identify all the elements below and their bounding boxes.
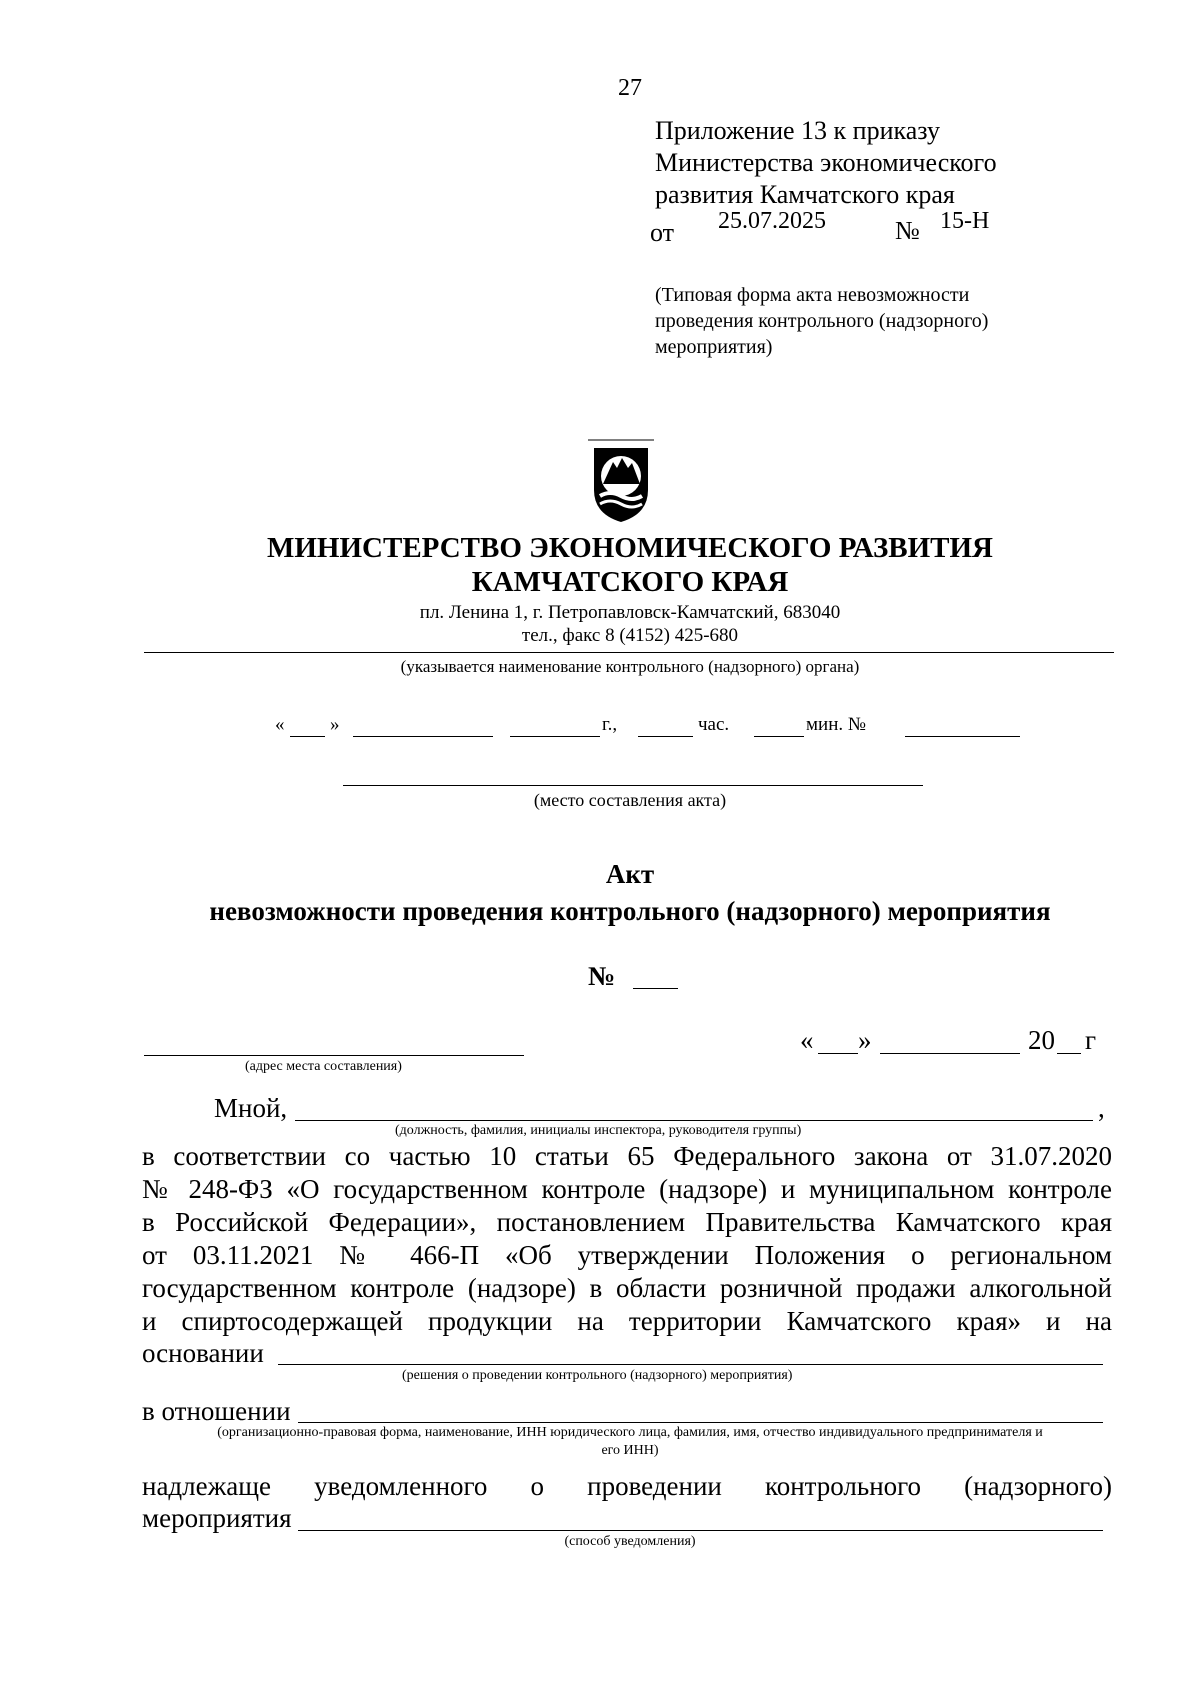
typical-form-line-3: мероприятия) bbox=[655, 336, 773, 358]
date2-month-blank bbox=[880, 1053, 1020, 1054]
day-quote-close: » bbox=[330, 714, 340, 735]
act-number-blank-2 bbox=[633, 988, 678, 989]
act-number-blank bbox=[905, 736, 1020, 737]
body-line-1: в соответствии со частью 10 статьи 65 Федерального закона от 31.07.2020 bbox=[142, 1141, 1112, 1171]
date2-year-suffix: г bbox=[1085, 1025, 1097, 1055]
inspector-blank bbox=[295, 1120, 1093, 1121]
date2-quote-open: « bbox=[800, 1025, 814, 1055]
ministry-name-line-2: КАМЧАТСКОГО КРАЯ bbox=[471, 566, 789, 598]
by-me-label: Мной, bbox=[214, 1093, 288, 1123]
order-ot-label: от bbox=[650, 218, 675, 247]
appendix-line-2: Министерства экономического bbox=[655, 148, 997, 177]
appendix-block bbox=[655, 115, 1085, 211]
address-blank bbox=[144, 1055, 524, 1056]
place-note: (место составления акта) bbox=[533, 790, 727, 810]
body-line-3: в Российской Федерации», постановлением Правительства Камчатского края bbox=[142, 1207, 1112, 1237]
decision-note: (решения о проведении контрольного (надзорного) мероприятия) bbox=[402, 1368, 793, 1383]
regarding-blank bbox=[298, 1422, 1103, 1423]
month-blank bbox=[353, 736, 493, 737]
basis-label: основании bbox=[142, 1338, 264, 1368]
year-suffix: г., bbox=[602, 714, 618, 735]
header-rule bbox=[144, 652, 1114, 653]
order-number-sign: № bbox=[895, 216, 920, 245]
by-me-comma: , bbox=[1098, 1093, 1105, 1123]
typical-form-line-1: (Типовая форма акта невозможности bbox=[655, 284, 970, 306]
date2-day-blank bbox=[818, 1053, 858, 1054]
entity-note-line-1: (организационно-правовая форма, наименование, ИНН юридического лица, фамилия, имя, отчество индивидуального предпринимателя и bbox=[217, 1425, 1043, 1440]
organ-name-note: (указывается наименование контрольного (надзорного) органа) bbox=[400, 657, 860, 676]
date2-century: 20 bbox=[1028, 1025, 1055, 1055]
regarding-label: в отношении bbox=[142, 1396, 291, 1426]
typical-form-note bbox=[655, 282, 1075, 360]
ministry-name-line-1: МИНИСТЕРСТВО ЭКОНОМИЧЕСКОГО РАЗВИТИЯ bbox=[267, 532, 993, 564]
ministry-address: пл. Ленина 1, г. Петропавловск-Камчатский, 683040 bbox=[419, 602, 841, 623]
body-line-6: и спиртосодержащей продукции на территории Камчатского края» и на bbox=[142, 1306, 1112, 1336]
order-number: 15-Н bbox=[940, 208, 990, 234]
date-time-row bbox=[140, 714, 1120, 744]
act-number-sign: № bbox=[588, 961, 616, 991]
notification-method-blank bbox=[298, 1530, 1103, 1531]
minute-number-label: мин. № bbox=[806, 714, 866, 735]
minute-blank bbox=[754, 736, 804, 737]
order-date: 25.07.2025 bbox=[718, 208, 826, 234]
date2-year-blank bbox=[1057, 1053, 1081, 1054]
entity-note-line-2: его ИНН) bbox=[601, 1443, 659, 1458]
event-label: мероприятия bbox=[142, 1503, 292, 1533]
order-date-number bbox=[650, 208, 1030, 247]
year-blank bbox=[510, 736, 600, 737]
day-blank bbox=[290, 736, 325, 737]
appendix-line-3: развития Камчатского края bbox=[655, 180, 955, 209]
notified-line: надлежаще уведомленного о проведении контрольного (надзорного) bbox=[142, 1471, 1112, 1501]
appendix-line-1: Приложение 13 к приказу bbox=[655, 116, 941, 145]
address-note: (адрес места составления) bbox=[245, 1059, 402, 1074]
place-blank bbox=[343, 785, 923, 786]
typical-form-line-2: проведения контрольного (надзорного) bbox=[655, 310, 989, 332]
hour-label: час. bbox=[698, 714, 730, 735]
body-line-5: государственном контроле (надзоре) в области розничной продажи алкогольной bbox=[142, 1273, 1112, 1303]
page-number: 27 bbox=[618, 75, 642, 101]
ministry-phone: тел., факс 8 (4152) 425-680 bbox=[521, 625, 739, 646]
method-note: (способ уведомления) bbox=[564, 1534, 696, 1549]
act-subtitle: невозможности проведения контрольного (надзорного) мероприятия bbox=[209, 896, 1051, 926]
body-line-2: № 248-ФЗ «О государственном контроле (надзоре) и муниципальном контроле bbox=[142, 1174, 1112, 1204]
act-title: Акт bbox=[605, 859, 655, 889]
day-quote-open: « bbox=[275, 714, 285, 735]
basis-blank bbox=[278, 1364, 1103, 1365]
date2-quote-close: » bbox=[858, 1025, 872, 1055]
body-line-4: от 03.11.2021 № 466-П «Об утверждении Положения о региональном bbox=[142, 1240, 1112, 1270]
coat-of-arms-icon bbox=[586, 438, 656, 524]
hour-blank bbox=[638, 736, 693, 737]
inspector-note: (должность, фамилия, инициалы инспектора, руководителя группы) bbox=[395, 1123, 802, 1138]
